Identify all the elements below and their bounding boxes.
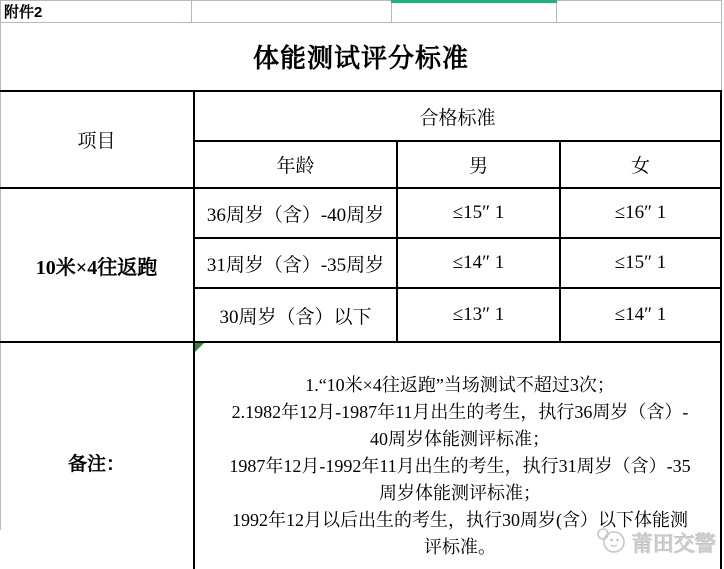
header-female-label: 女 [631, 156, 651, 177]
page-title: 体能测试评分标准 [252, 43, 469, 73]
remark-line: 周岁体能测评标准； [379, 483, 541, 503]
header-project-label: 项目 [77, 131, 116, 152]
cell-selected[interactable] [392, 1, 557, 22]
police-mascot-icon [595, 526, 627, 559]
age-range-1: 36周岁（含）-40周岁 [206, 204, 385, 226]
header-age[interactable] [194, 141, 397, 188]
error-flag-triangle [195, 343, 204, 352]
female-standard-3: ≤14″ 1 [614, 304, 667, 325]
scoring-table [0, 90, 722, 569]
cell-age-range-2[interactable] [194, 238, 397, 288]
male-standard-1: ≤15″ 1 [452, 202, 505, 223]
header-standard[interactable] [194, 91, 721, 141]
cell-attachment[interactable] [0, 1, 192, 22]
header-project[interactable] [0, 91, 194, 188]
header-age-label: 年龄 [276, 156, 315, 177]
remark-line: 1987年12月-1992年11月出生的考生，执行31周岁（含）-35 [229, 456, 691, 476]
header-standard-label: 合格标准 [419, 107, 496, 129]
age-range-3: 30周岁（含）以下 [219, 306, 372, 328]
cell-male-3[interactable] [397, 288, 560, 342]
female-standard-1: ≤16″ 1 [614, 202, 667, 223]
cell-age-range-1[interactable] [194, 188, 397, 238]
cell-female-1[interactable] [560, 188, 721, 238]
cell-male-2[interactable] [397, 238, 560, 288]
title-row[interactable] [0, 23, 722, 90]
cell-male-1[interactable] [397, 188, 560, 238]
remark-line: 1992年12月以后出生的考生，执行30周岁(含）以下体能测 [232, 510, 688, 530]
male-standard-2: ≤14″ 1 [452, 252, 505, 273]
table-row [0, 188, 721, 238]
male-standard-3: ≤13″ 1 [452, 304, 505, 325]
cell-female-2[interactable] [560, 238, 721, 288]
remark-line: 2.1982年12月-1987年11月出生的考生，执行36周岁（含）- [231, 402, 689, 422]
cell-female-3[interactable] [560, 288, 721, 342]
watermark [595, 526, 716, 559]
cell-empty-b[interactable] [192, 1, 392, 22]
spreadsheet-row [0, 0, 722, 23]
header-female[interactable] [560, 141, 721, 188]
remark-line: 40周岁体能测评标准； [370, 429, 550, 449]
female-standard-2: ≤15″ 1 [614, 252, 667, 273]
header-male-label: 男 [468, 156, 488, 177]
header-male[interactable] [397, 141, 560, 188]
project-name: 10米×4往返跑 [35, 256, 158, 279]
main-table-area [0, 90, 724, 569]
cell-project-name[interactable] [0, 188, 194, 342]
remark-label: 备注： [67, 453, 125, 475]
cell-age-range-3[interactable] [194, 288, 397, 342]
age-range-2: 31周岁（含）-35周岁 [206, 254, 385, 276]
remark-line: 1.“10米×4往返跑”当场测试不超过3次； [305, 375, 615, 395]
attachment-label: 附件2 [4, 4, 43, 21]
watermark-text: 莆田交警 [632, 532, 716, 556]
remark-line: 评标准。 [424, 537, 496, 557]
cell-empty-d[interactable] [557, 1, 722, 22]
cell-remark-label[interactable] [0, 342, 194, 569]
selection-top-border [391, 0, 557, 3]
